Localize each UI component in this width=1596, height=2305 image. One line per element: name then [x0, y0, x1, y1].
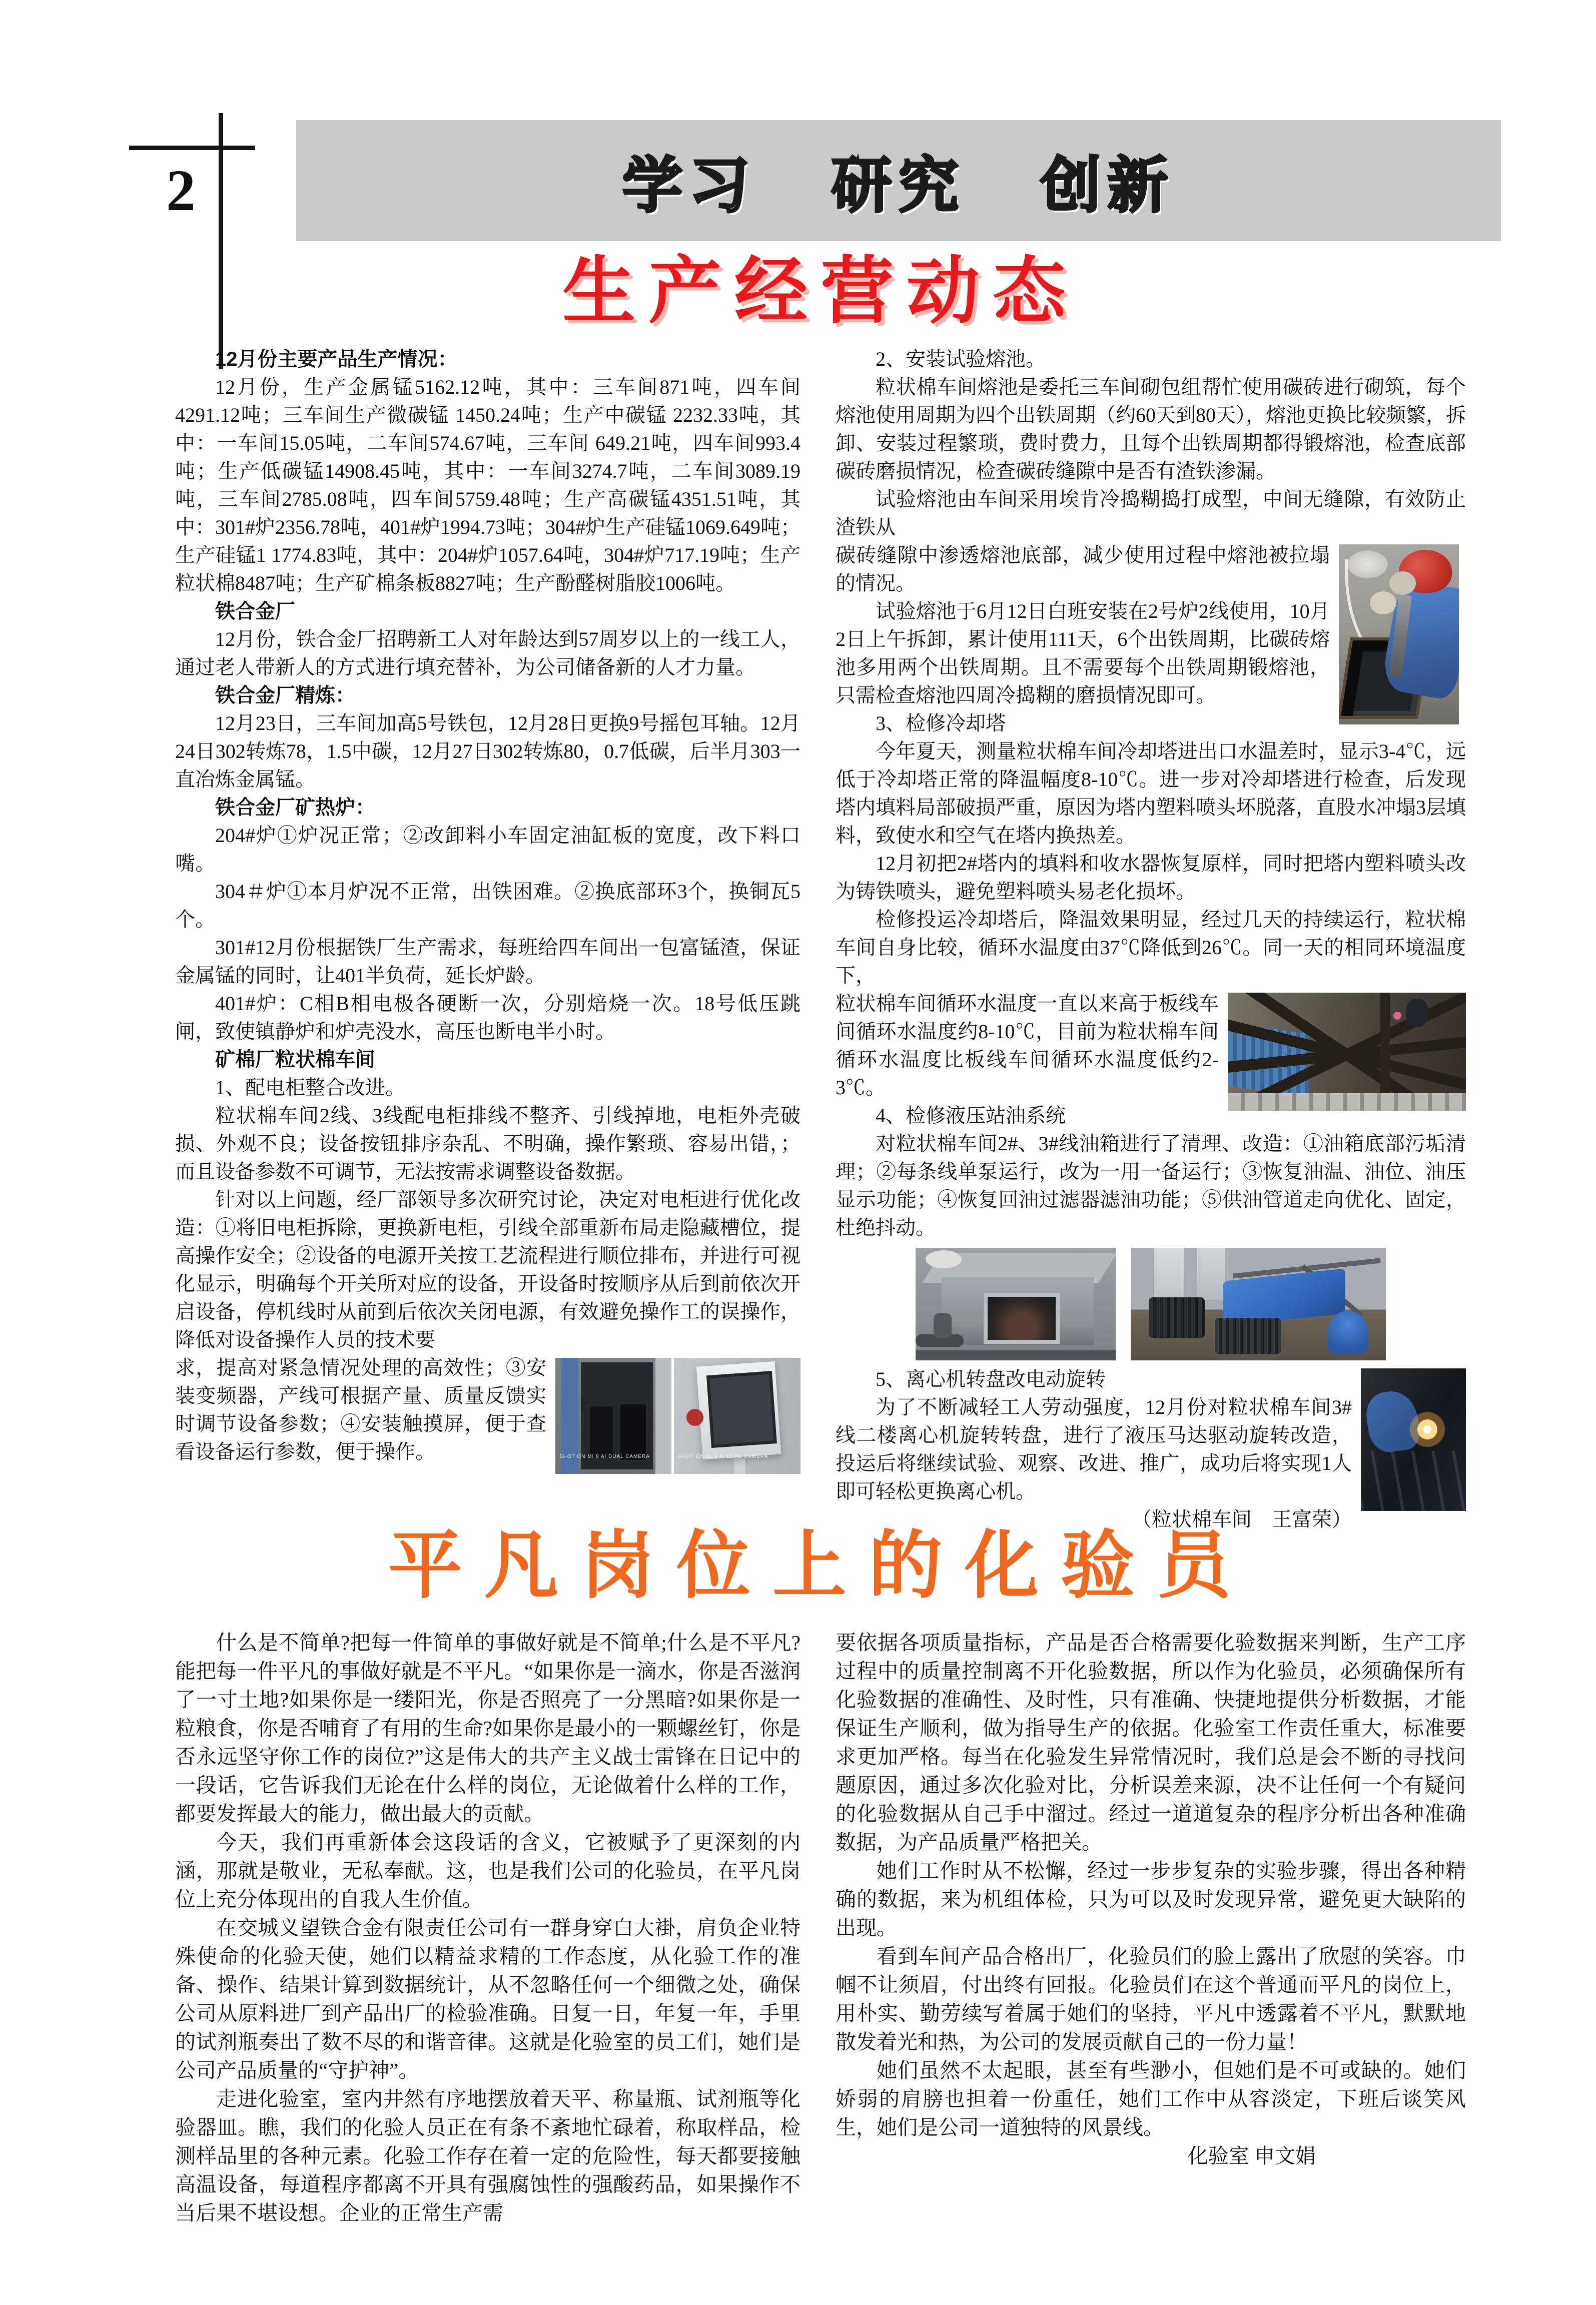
cabinet-interior-subphoto: [555, 1358, 671, 1474]
camera-watermark: SHOT ON MI 8 AI DUAL CAMERA: [559, 1454, 650, 1459]
photo-power-cabinet-and-touchscreen: [555, 1358, 801, 1474]
paragraph: 401#炉：C相B相电极各硬断一次，分别焙烧一次。18号低压跳闸，致使镇静炉和炉壳没水，高压也断电半小时。: [175, 992, 801, 1043]
photo-worker-jackhammer-test-pool: [1339, 544, 1459, 724]
glove-shape: [1370, 591, 1396, 615]
glove-shape: [1389, 571, 1416, 595]
section-heading: 铁合金厂矿热炉：: [215, 797, 375, 819]
paragraph: 12月份，铁合金厂招聘新工人对年龄达到57周岁以上的一线工人，通过老人带新人的方式进行填充替补，为公司储备新的人才力量。: [175, 628, 801, 678]
masthead-banner: [296, 120, 1501, 241]
paragraph: 301#12月份根据铁厂生产需求，每班给四车间出一包富锰渣，保证金属锰的同时，让401半负荷，延长炉龄。: [175, 936, 801, 987]
wall-window-shape: [1197, 1248, 1225, 1300]
paragraph: 204#炉①炉况正常；②改卸料小车固定油缸板的宽度，改下料口嘴。: [175, 824, 801, 875]
photo-cooling-tower-interior: [1228, 993, 1466, 1111]
byline: （粒状棉车间 王富荣）: [1132, 1508, 1352, 1530]
floor-grating-shape: [1361, 1451, 1466, 1511]
paragraph: 试验熔池由车间采用埃肯冷捣糊捣打成型，中间无缝隙，有效防止渣铁从: [836, 488, 1466, 538]
paragraph: 3、检修冷却塔: [876, 712, 1006, 734]
paragraph: 12月23日，三车间加高5号铁包，12月28日更换9号摇包耳轴。12月24日302转炼78，1.5中碳，12月27日302转炼80，0.7低碳，后半月303一直冶炼金属锰。: [175, 712, 801, 791]
white-rag-shape: [926, 1250, 962, 1268]
camera-watermark: SHOT ON MI 8 AI DUAL CAMERA: [678, 1454, 768, 1459]
paragraph: 在交城义望铁合金有限责任公司有一群身穿白大褂，肩负企业特殊使命的化验天使，她们以精益求精的工作态度，从化验工作的准备、操作、结果计算到数据统计，从不忽略任何一个细微之处，确保公司从原料进厂到产品出厂的检验准确。日复一日，年复一年，手里的试剂瓶奏出了数不尽的和谐音律。这就是化验室的员工们，她们是公司产品质量的“守护神”。: [175, 1916, 801, 2082]
article1-title: 生产经营动态: [562, 250, 1079, 332]
masthead-word-innovation: 创新: [1041, 152, 1175, 219]
photo-hydraulic-oil-tank: [916, 1248, 1116, 1360]
crop-mark-horizontal: [129, 146, 255, 150]
blue-valve-shape: [1327, 1311, 1368, 1354]
paragraph: 4、检修液压站油系统: [876, 1104, 1066, 1127]
cabinet-door-edge-shape: [655, 1358, 671, 1474]
corrugated-ring-shape: [1228, 1093, 1466, 1111]
worker-pink-cap-shape: [1393, 1012, 1401, 1020]
masthead-word-research: 研究: [832, 152, 966, 219]
paragraph: 304＃炉①本月炉况不正常，出铁困难。②换底部环3个，换铜瓦5个。: [175, 880, 801, 931]
paragraph: 粒状棉车间循环水温度一直以来高于板线车间循环水温度约8-10℃，目前为粒状棉车间循环水温度比板线车间循环水温度低约2-3℃。: [836, 992, 1219, 1099]
paragraph: 试验熔池于6月12日白班安装在2号炉2线使用，10月2日上午拆卸，累计使用111天，6个出铁周期，比碳砖熔池多用两个出铁周期。且不需要每个出铁周期锻熔池，只需检查熔池四周冷捣糊的磨损情况即可。: [836, 600, 1330, 706]
crop-mark-vertical: [219, 113, 223, 369]
paragraph: 2、安装试验熔池。: [876, 348, 1046, 370]
paragraph: 12月初把2#塔内的填料和收水器恢复原样，同时把塔内塑料喷头改为铸铁喷头，避免塑料喷头易老化损坏。: [836, 852, 1466, 903]
finned-motor-shape: [1215, 1318, 1281, 1354]
paragraph: 求，提高对紧急情况处理的高效性；③安装变频器，产线可根据产量、质量反馈实时调节设备参数；④安装触摸屏，便于查看设备运行参数，便于操作。: [175, 1356, 546, 1463]
paragraph: 为了不断减轻工人劳动强度，12月份对粒状棉车间3#线二楼离心机旋转转盘，进行了液压马达驱动旋转改造，投运后将继续试验、观察、改进、推广，成功后将实现1人即可轻松更换离心机。: [836, 1396, 1352, 1502]
photo-welding-centrifuge-platform: [1361, 1368, 1466, 1511]
paragraph: 对粒状棉车间2#、3#线油箱进行了清理、改造：①油箱底部污垢清理；②每条线单泵运行，改为一用一备运行；③恢复油温、油位、油压显示功能；④恢复回油过滤器滤油功能；⑤供油管道走向优化、固定，杜绝抖动。: [836, 1132, 1466, 1239]
article2-title: 平凡岗位上的化验员: [388, 1524, 1253, 1607]
paragraph: 12月份，生产金属锰5162.12吨，其中：三车间871吨，四车间4291.12吨；三车间生产微碳锰 1450.24吨；生产中碳锰 2232.33吨，其中：一车间15.05吨，二车间574.67吨，三车间 649.21吨，四车间993.4吨；生产低碳锰14908.45吨，其中：一车间3274.7吨，二车间3089.19吨，三车间2785.08吨，四车间5759.48吨；生产高碳锰4351.51吨，其中：301#炉2356.78吨，401#炉1994.73吨；304#炉生产硅锰1069.649吨； 生产硅锰1 1774.83吨，其中：204#炉1057.64吨，304#炉717.19吨；生产粒状棉8487吨；生产矿棉条板8827吨；生产酚醛树脂胶1006吨。: [175, 376, 801, 594]
paragraph: 看到车间产品合格出厂，化验员们的脸上露出了欣慰的笑容。巾帼不让须眉，付出终有回报。化验员们在这个普通而平凡的岗位上，用朴实、勤劳续写着属于她们的坚持，平凡中透露着不平凡，默默地散发着光和热，为公司的发展贡献自己的一份力量！: [836, 1945, 1466, 2053]
paragraph: 针对以上问题，经厂部领导多次研究讨论，决定对电柜进行优化改造：①将旧电柜拆除，更换新电柜，引线全部重新布局走隐藏槽位，提高操作安全；②设备的电源开关按工艺流程进行顺位排布，并进行可视化显示，明确每个开关所对应的设备，开设备时按顺序从后到前依次开启设备，停机线时从前到后依次关闭电源，有效避免操作工的误操作，降低对设备操作人员的技术要: [175, 1188, 801, 1351]
paragraph: 碳砖缝隙中渗透熔池底部，减少使用过程中熔池被拉塌的情况。: [836, 544, 1330, 594]
paragraph: 走进化验室，室内井然有序地摆放着天平、称量瓶、试剂瓶等化验器皿。瞧，我们的化验人员正在有条不紊地忙碌着，称取样品，检测样品里的各种元素。化验工作存在着一定的危险性，每天都要接触高温设备，每道程序都离不开具有强腐蚀性的强酸药品，如果操作不当后果不堪设想。企业的正常生产需: [175, 2087, 801, 2224]
worker-silhouette-shape: [1406, 999, 1428, 1027]
paragraph: 粒状棉车间2线、3线配电柜排线不整齐、引线掉地，电柜外壳破损、外观不良；设备按钮排序杂乱、不明确，操作繁琐、容易出错，；而且设备参数不可调节，无法按需求调整设备数据。: [175, 1104, 801, 1183]
article2-left-column: [175, 1629, 801, 2227]
paragraph: 今年夏天，测量粒状棉车间冷却塔进出口水温差时，显示3-4℃，远低于冷却塔正常的降温幅度8-10℃。进一步对冷却塔进行检查，后发现塔内填料局部破损严重，原因为塔内塑料喷头坏脱落，直股水冲塌3层填料，致使水和空气在塔内换热差。: [836, 740, 1466, 847]
page-number: 2: [166, 158, 196, 223]
paragraph: 要依据各项质量指标，产品是否合格需要化验数据来判断，生产工序过程中的质量控制离不开化验数据，所以作为化验员，必须确保所有化验数据的准确性、及时性，只有准确、快捷地提供分析数据，才能保证生产顺利，做为指导生产的依据。化验室工作责任重大，标准要求更加严格。每当在化验发生异常情况时，我们总是会不断的寻找问题原因，通过多次化验对比，分析误差来源，决不让任何一个有疑问的化验数据从自己手中溜过。经过一道道复杂的程序分析出各种准确数据，为产品质量严格把关。: [836, 1631, 1466, 1854]
article1-right-column: [836, 345, 1466, 1533]
pipe-shape: [934, 1313, 952, 1338]
photo-blue-hydraulic-pumps: [1131, 1248, 1386, 1360]
tank-inspection-opening-shape: [984, 1293, 1060, 1344]
masthead-word-study: 学习: [622, 152, 756, 219]
section-heading: 铁合金厂: [215, 600, 295, 622]
paragraph: 1、配电柜整合改进。: [215, 1076, 405, 1099]
touchscreen-display-shape: [706, 1370, 776, 1447]
photo-row: [836, 1248, 1466, 1360]
dark-floor-shape: [916, 1350, 1116, 1360]
paragraph: 检修投运冷却塔后，降温效果明显，经过几天的持续运行，粒状棉车间自身比较，循环水温度由37℃降低到26℃。同一天的相同环境温度下，: [836, 908, 1466, 987]
byline: 化验室 申文娟: [1187, 2144, 1316, 2167]
paragraph: 今天，我们再重新体会这段话的含义，它被赋予了更深刻的内涵，那就是敬业，无私奉献。这，也是我们公司的化验员，在平凡岗位上充分体现出的自我人生价值。: [175, 1831, 801, 1911]
touchscreen-panel-subphoto: [674, 1358, 801, 1474]
paragraph: 5、离心机转盘改电动旋转: [876, 1368, 1106, 1390]
finned-motor-shape: [1149, 1297, 1205, 1338]
paragraph: 她们虽然不太起眼，甚至有些渺小，但她们是不可或缺的。她们娇弱的肩膀也担着一份重任，她们工作中从容淡定，下班后谈笑风生，她们是公司一道独特的风景线。: [836, 2059, 1466, 2139]
article1-left-column: [175, 345, 801, 1479]
article2-right-column: [836, 1629, 1466, 2170]
paragraph: 她们工作时从不松懈，经过一步步复杂的实验步骤，得出各种精确的数据，来为机组体检，只为可以及时发现异常，避免更大缺陷的出现。: [836, 1859, 1466, 1939]
section-heading: 矿棉厂粒状棉车间: [215, 1049, 375, 1071]
section-heading: 12月份主要产品生产情况：: [215, 348, 458, 370]
paragraph: 什么是不简单?把每一件简单的事做好就是不简单;什么是不平凡?能把每一件平凡的事做好就是不平凡。“如果你是一滴水，你是否滋润了一寸土地?如果你是一缕阳光，你是否照亮了一分黑暗?如果你是一粒粮食，你是否哺育了有用的生命?如果你是最小的一颗螺丝钉，你是否永远坚守你工作的岗位?”这是伟大的共产主义战士雷锋在日记中的一段话，它告诉我们无论在什么样的岗位，无论做着什么样的工作，都要发挥最大的能力，做出最大的贡献。: [175, 1631, 801, 1825]
paragraph: 粒状棉车间熔池是委托三车间砌包组帮忙使用碳砖进行砌筑，每个熔池使用周期为四个出铁周期（约60天到80天），熔池更换比较频繁，拆卸、安装过程繁琐，费时费力，且每个出铁周期都得锻熔池，检查底部碳砖磨损情况，检查碳砖缝隙中是否有渣铁渗漏。: [836, 376, 1466, 482]
section-heading: 铁合金厂精炼：: [215, 684, 355, 706]
welding-spark-glow: [1403, 1405, 1451, 1453]
